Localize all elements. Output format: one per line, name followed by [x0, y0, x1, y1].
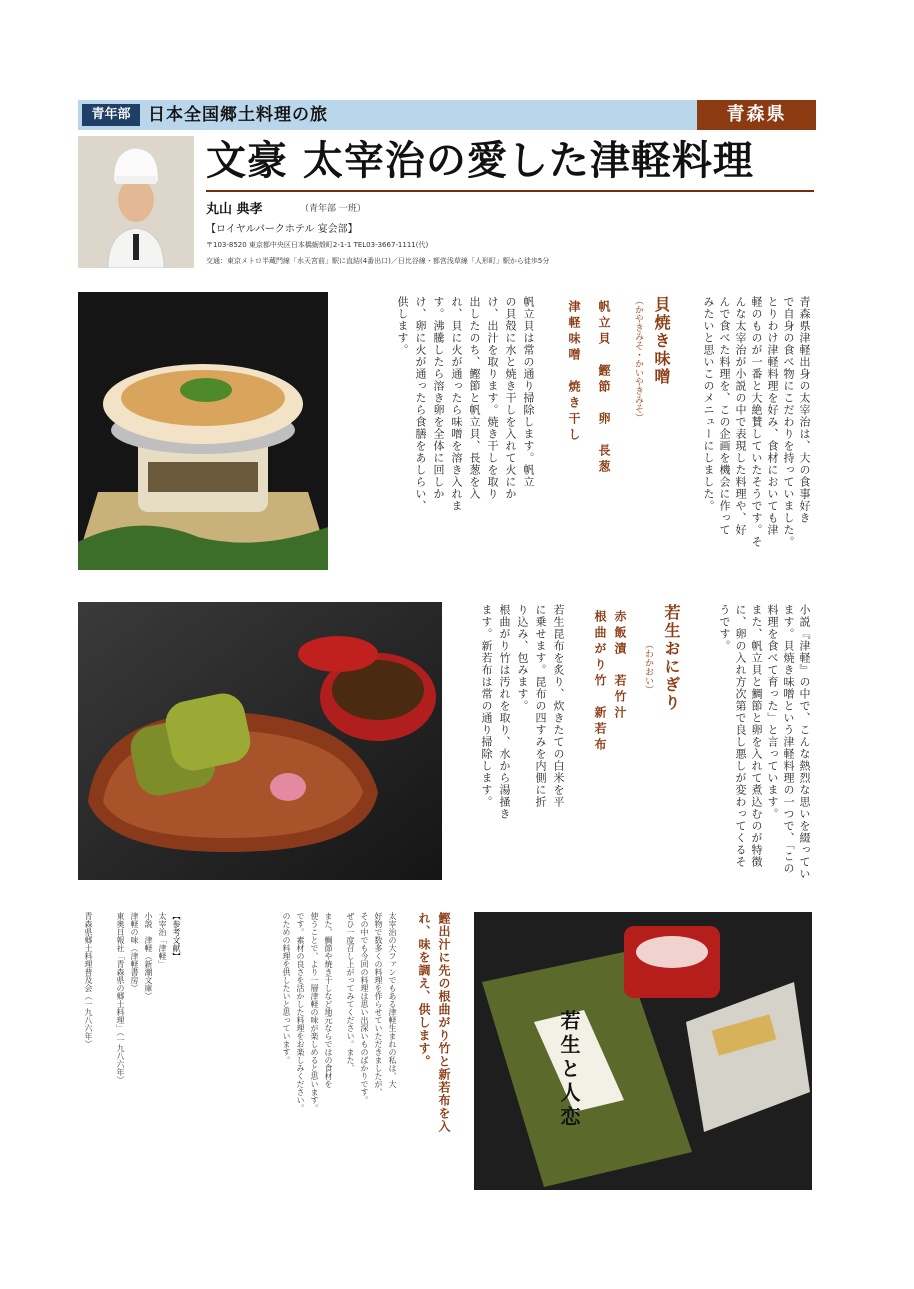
chef-affiliation: （青年部 一班） — [300, 204, 366, 214]
wakaoi-onigiri-photo — [78, 602, 442, 880]
recipe-reading: （かやきみそ・かいやきみそ） — [633, 296, 643, 422]
method-line: ます。新若布は常の通り掃除します。 — [480, 604, 493, 808]
method-line: の貝殻に水と焼き干しを入れて火にか — [504, 296, 517, 500]
intro-line: とりわけ津軽料理を好み、食材においても津 — [766, 296, 779, 536]
ingredient-line: 津軽味噌 焼き干し — [567, 300, 581, 444]
closing-line: また、鯛節や焼き干しなど地元ならではの食材を — [324, 912, 333, 1088]
method-line: 根曲がり竹は汚れを取り、水から湯掻き — [498, 604, 511, 820]
intro-line: 小説『津軽』の中で、こんな熱烈な思いを綴ってい — [798, 604, 811, 880]
hotel-address: 〒103-8520 東京都中央区日本橋蛎殻町2-1-1 TEL03-3667-1111(代) — [206, 241, 429, 249]
closing-line: その中でも今回の料理は思い出深いものばかりです。 — [360, 912, 369, 1104]
reference-line: 【参考文献】 — [172, 912, 181, 960]
chef-name: 丸山 典孝 — [206, 202, 263, 217]
intro-line: んな太宰治が小説の中で表現した料理や、好 — [734, 296, 747, 536]
method-line: に乗せます。昆布の四すみを内側に折 — [534, 604, 547, 808]
intro-line: うです。 — [718, 604, 731, 652]
method-line: り込み、包みます。 — [516, 604, 529, 712]
hotel-access: 交通：東京メトロ半蔵門線「水天宮前」駅に直結(4番出口)／日比谷線・都営浅草線「人形町」駅から徒歩5分 — [206, 257, 550, 265]
method-line: 供します。 — [396, 296, 409, 356]
method-line: れ、味を調え、供します。 — [417, 912, 431, 1068]
intro-line: また、帆立貝と鯛節と卵を入れて煮込むのが特徴 — [750, 604, 763, 868]
series-title: 日本全国郷土料理の旅 — [148, 105, 328, 125]
method-line: 若生昆布を炙り、炊きたての白米を平 — [552, 604, 565, 808]
ingredient-line: 根曲がり竹 新若布 — [593, 610, 607, 754]
kaiyaki-miso-photo — [78, 292, 328, 570]
reference-line: 青森県郷土料理普及会（一九八六年） — [84, 912, 93, 1048]
closing-line: のための料理を供したいと思っています。 — [282, 912, 291, 1064]
intro-line: で自身の食べ物にこだわりを持っていました。 — [782, 296, 795, 548]
method-line: れ、貝に火が通ったら味噌を溶き入れま — [450, 296, 463, 512]
method-line: 鰹出汁に先の根曲がり竹と新若布を入 — [437, 912, 451, 1133]
closing-line: です。素材の良さを活かした料理をお楽しみください。 — [296, 912, 305, 1112]
ingredient-line: 赤飯漬 若竹汁 — [613, 610, 627, 722]
method-line: け、出汁を取ります。焼き干しを取り — [486, 296, 499, 500]
method-line: け、卵に火が通ったら食膳をあしらい、 — [414, 296, 427, 512]
closing-line: 使うことで、より一層津軽の味が楽しめると思います。 — [310, 912, 319, 1112]
ingredient-line: 帆立貝 鰹節 卵 長葱 — [597, 300, 611, 476]
intro-line: んで食べた料理を、この企画を機会に作って — [718, 296, 731, 536]
package-label: 若生と人恋 — [557, 1010, 581, 1130]
method-line: 帆立貝は常の通り掃除します。帆立 — [522, 296, 535, 488]
reference-line: 東奥日報社「青森県の郷土料理」（一九八六年） — [116, 912, 125, 1084]
reference-line: 太宰治「津軽」 — [158, 912, 167, 968]
article-title: 文豪 太宰治の愛した津軽料理 — [206, 138, 754, 184]
title-rule — [206, 190, 814, 192]
closing-line: ぜひ一度召し上がってみてください。また、 — [346, 912, 355, 1072]
reference-line: 津軽の味（津軽書房） — [130, 912, 139, 992]
intro-line: に、卵の入れ方次第で良し悪しが変わってくるそ — [734, 604, 747, 868]
section-tag: 青年部 — [82, 104, 140, 126]
intro-line: みたいと思いこのメニューにしました。 — [702, 296, 715, 512]
chef-portrait — [78, 136, 194, 268]
intro-line: ます。貝焼き味噌という津軽料理の一つで、「この — [782, 604, 795, 875]
recipe-title: 貝焼き味噌 — [652, 296, 671, 386]
intro-line: 青森県津軽出身の太宰治は、大の食事好き — [798, 296, 811, 524]
hotel-name: 【ロイヤルパークホテル 宴会部】 — [206, 224, 358, 235]
intro-line: 軽のものが一番と大絶賛していたそうです。そ — [750, 296, 763, 548]
intro-line: 料理を食べて育った」と言っています。 — [766, 604, 779, 820]
closing-line: 好物で数多くの料理を作らせていただきましたが、 — [374, 912, 383, 1096]
recipe-title: 若生おにぎり — [662, 604, 681, 712]
closing-line: 太宰治の大ファンでもある津軽生まれの私は、大 — [388, 912, 397, 1088]
prefecture-badge: 青森県 — [697, 100, 816, 130]
method-line: 出したのち、鰹節と帆立貝、長葱を入 — [468, 296, 481, 500]
reference-line: 小説 津軽（新潮文庫） — [144, 912, 153, 1000]
method-line: す。沸騰したら溶き卵を全体に回しか — [432, 296, 445, 500]
recipe-reading: （わかおい） — [643, 640, 653, 694]
ingredients-package-photo — [474, 912, 812, 1190]
